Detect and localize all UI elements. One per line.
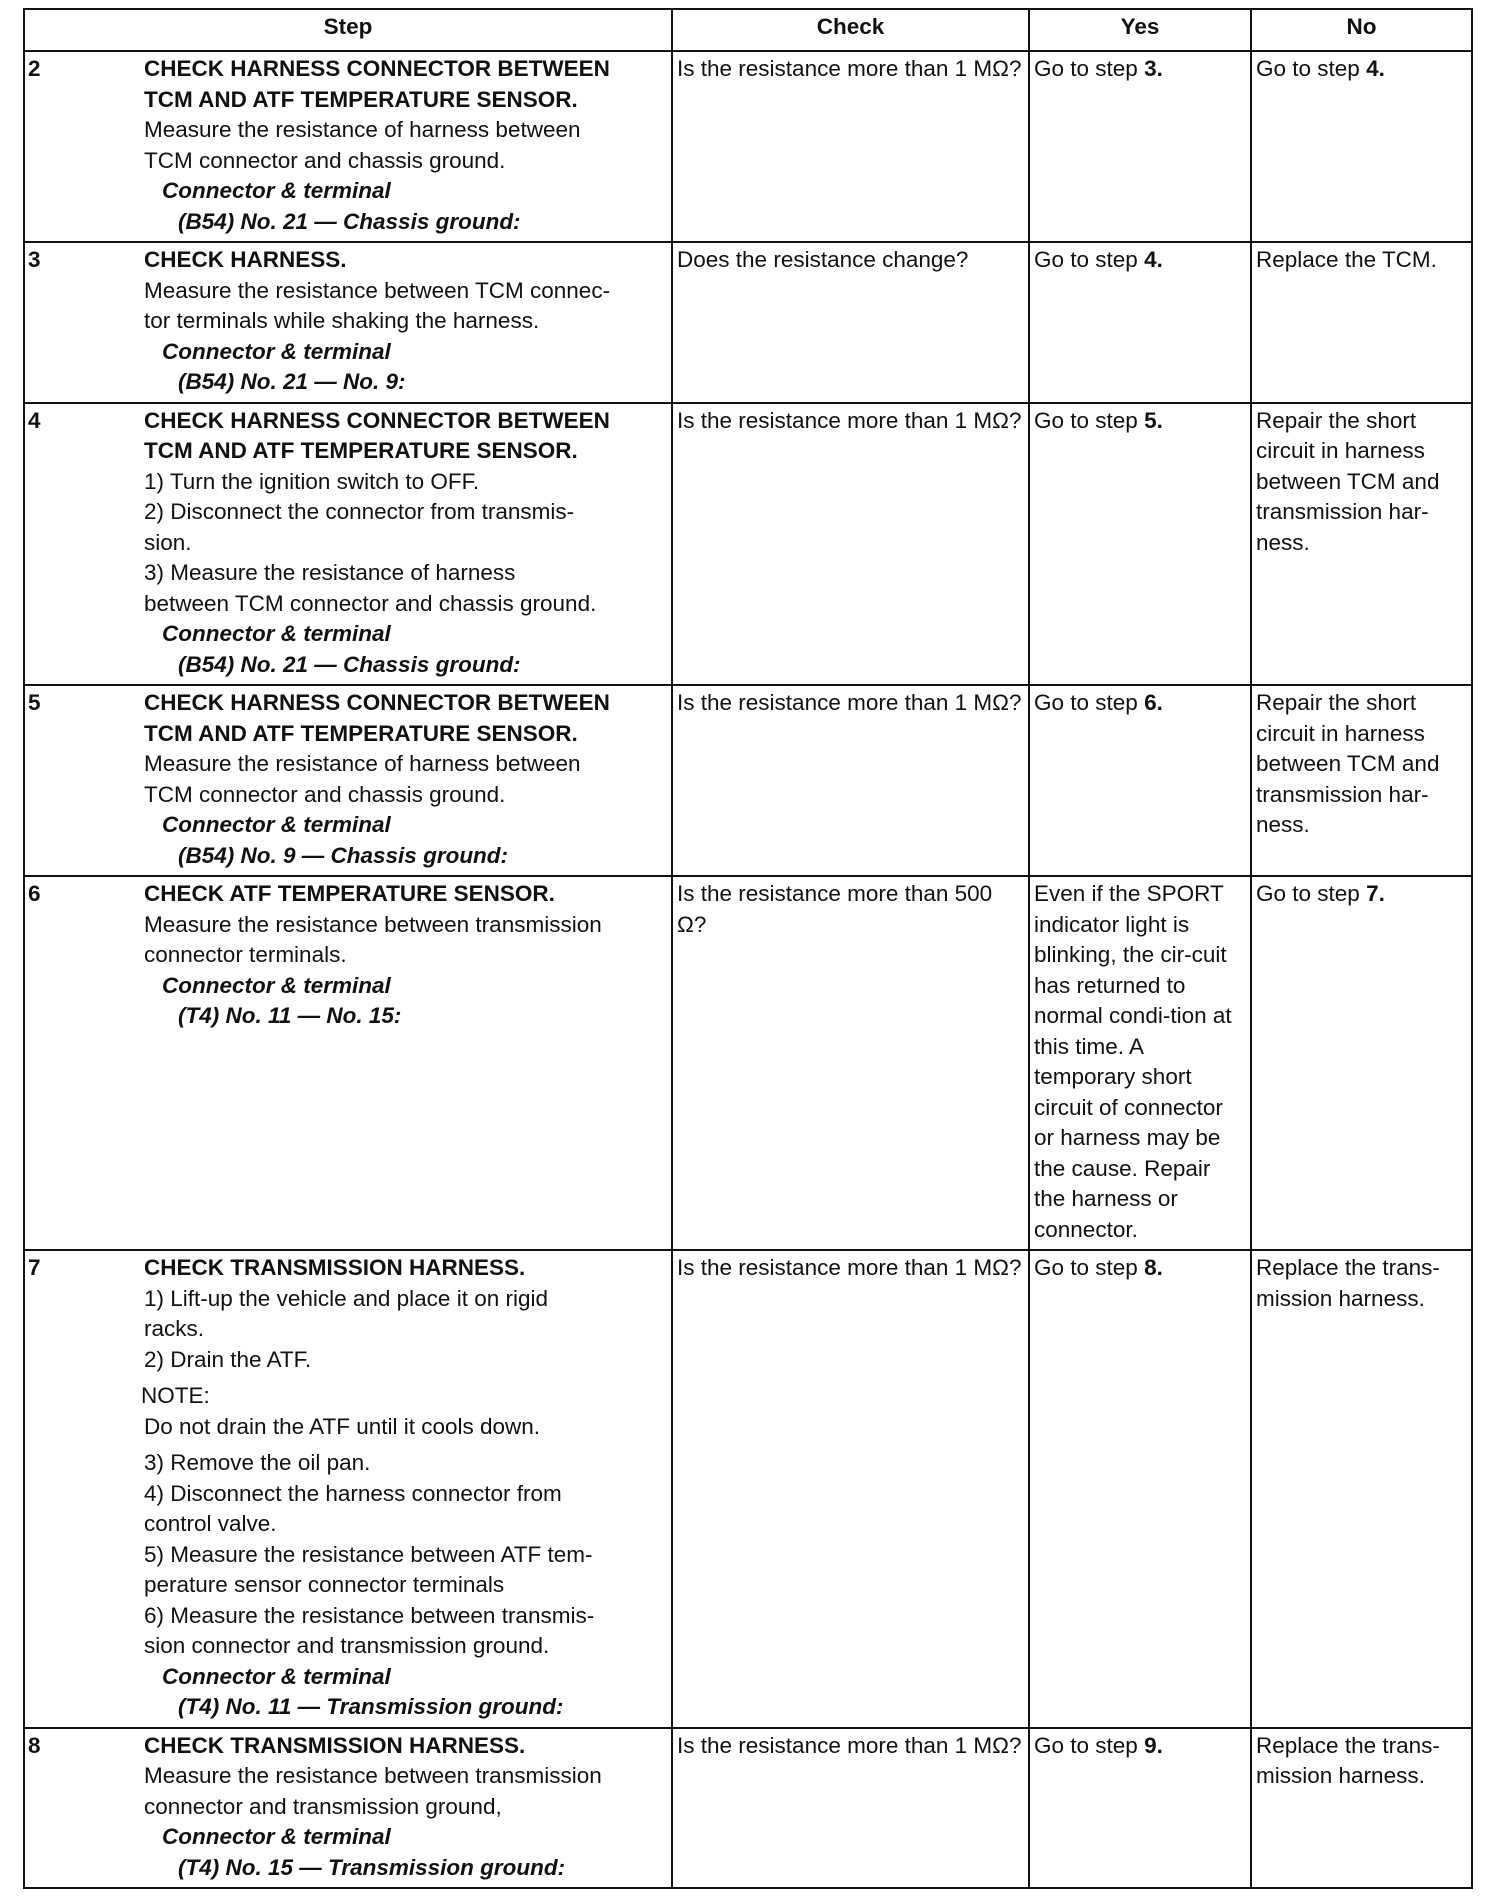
step-instruction: 6) Measure the resistance between transmis- xyxy=(144,1602,595,1628)
goto-step-number: 4. xyxy=(1366,56,1385,81)
step-instruction: between TCM connector and chassis ground. xyxy=(144,590,597,616)
check-question xyxy=(672,876,1029,1250)
table-body xyxy=(24,51,1472,1888)
step-instruction: sion. xyxy=(144,529,192,555)
check-question xyxy=(672,242,1029,403)
goto-step-text: Go to step 7. xyxy=(1256,881,1385,906)
goto-step-number: 9. xyxy=(1144,1732,1163,1758)
table-row xyxy=(24,242,1472,403)
goto-step-text: Go to step 4. xyxy=(1256,56,1385,81)
check-text: Does the resistance change? xyxy=(677,247,969,272)
connector-terminal-value: (B54) No. 9 — Chassis ground: xyxy=(178,842,509,868)
goto-step-number: 7. xyxy=(1366,881,1385,906)
step-instruction: Measure the resistance between TCM connec- xyxy=(144,277,611,303)
check-text: Is the resistance more than 1 MΩ? xyxy=(677,690,1022,715)
goto-step-text: Go to step 6. xyxy=(1034,690,1163,715)
step-instruction: tor terminals while shaking the harness. xyxy=(144,308,540,333)
check-question xyxy=(672,403,1029,686)
yes-action xyxy=(1029,242,1251,403)
connector-terminal-label: Connector & terminal xyxy=(162,1663,391,1689)
step-title: CHECK TRANSMISSION HARNESS. xyxy=(144,1732,526,1758)
step-description xyxy=(141,1250,672,1728)
step-title: CHECK HARNESS CONNECTOR BETWEEN xyxy=(144,407,610,433)
check-question xyxy=(672,51,1029,242)
step-instruction: TCM connector and chassis ground. xyxy=(144,147,506,173)
connector-terminal-value: (B54) No. 21 — Chassis ground: xyxy=(178,651,521,677)
no-text: Replace the TCM. xyxy=(1256,247,1437,272)
check-question xyxy=(672,1250,1029,1728)
table-row xyxy=(24,876,1472,1250)
connector-terminal-value: (B54) No. 21 — Chassis ground: xyxy=(178,208,521,234)
goto-step-number: 6. xyxy=(1144,690,1163,715)
no-action xyxy=(1251,1728,1472,1889)
step-description xyxy=(144,876,672,1250)
check-text: Is the resistance more than 500 Ω? xyxy=(677,881,993,937)
no-action xyxy=(1251,242,1472,403)
diagnostic-procedure-table xyxy=(23,8,1473,1889)
connector-terminal-label: Connector & terminal xyxy=(162,621,391,646)
table-row xyxy=(24,403,1472,686)
check-text: Is the resistance more than 1 MΩ? xyxy=(677,407,1022,433)
step-number: 7 xyxy=(24,1250,144,1728)
yes-text: Even if the SPORT indicator light is blinking, the cir-cuit has returned to normal condi-tion at this time. A temporary short circuit of connector or harness may be the cause. Repair the harness or connector. xyxy=(1034,881,1232,1242)
connector-terminal-value: (B54) No. 21 — No. 9: xyxy=(178,369,406,394)
step-number: 4 xyxy=(24,403,144,686)
step-instruction: Measure the resistance between transmission xyxy=(144,1763,602,1788)
step-description xyxy=(144,242,672,403)
yes-action xyxy=(1029,876,1251,1250)
connector-terminal-value: (T4) No. 11 — Transmission ground: xyxy=(178,1694,564,1719)
no-text: Replace the trans-mission harness. xyxy=(1256,1732,1440,1788)
step-title: CHECK HARNESS CONNECTOR BETWEEN xyxy=(144,690,610,715)
header-check: Check xyxy=(672,9,1029,51)
check-text: Is the resistance more than 1 MΩ? xyxy=(677,1732,1022,1758)
table-row xyxy=(24,1728,1472,1889)
step-instruction: racks. xyxy=(144,1316,205,1341)
goto-step-number: 3. xyxy=(1144,56,1163,81)
goto-step-number: 5. xyxy=(1144,407,1163,433)
header-yes: Yes xyxy=(1029,9,1251,51)
goto-step-text: Go to step 4. xyxy=(1034,247,1163,272)
step-instruction: control valve. xyxy=(144,1511,277,1536)
step-instruction: 2) Drain the ATF. xyxy=(144,1346,312,1372)
step-title: CHECK HARNESS CONNECTOR BETWEEN xyxy=(144,56,610,81)
step-number: 8 xyxy=(24,1728,144,1889)
step-instruction: 2) Disconnect the connector from transmis- xyxy=(144,499,575,524)
step-title: CHECK ATF TEMPERATURE SENSOR. xyxy=(144,881,555,906)
connector-terminal-value: (T4) No. 15 — Transmission ground: xyxy=(178,1854,566,1880)
no-action xyxy=(1251,876,1472,1250)
step-instruction: Measure the resistance between transmission xyxy=(144,911,602,937)
step-description xyxy=(144,403,672,686)
no-action xyxy=(1251,403,1472,686)
check-text: Is the resistance more than 1 MΩ? xyxy=(677,56,1022,81)
step-instruction: TCM connector and chassis ground. xyxy=(144,781,506,807)
step-instruction: Measure the resistance of harness between xyxy=(144,751,581,776)
step-number: 6 xyxy=(24,876,144,1250)
goto-step-text: Go to step 9. xyxy=(1034,1732,1163,1758)
note-label: NOTE: xyxy=(141,1383,210,1408)
yes-action xyxy=(1029,51,1251,242)
step-instruction: sion connector and transmission ground. xyxy=(144,1633,550,1658)
check-text: Is the resistance more than 1 MΩ? xyxy=(677,1255,1022,1280)
no-text: Replace the trans-mission harness. xyxy=(1256,1255,1440,1311)
step-instruction: 1) Turn the ignition switch to OFF. xyxy=(144,468,480,494)
step-number: 2 xyxy=(24,51,144,242)
header-no: No xyxy=(1251,9,1472,51)
check-question xyxy=(672,685,1029,876)
step-description xyxy=(144,51,672,242)
no-action xyxy=(1251,51,1472,242)
step-number: 3 xyxy=(24,242,144,403)
step-instruction: Measure the resistance of harness between xyxy=(144,117,581,142)
table-row xyxy=(24,1250,1472,1728)
step-instruction: 3) Measure the resistance of harness xyxy=(144,560,516,585)
yes-action xyxy=(1029,1250,1251,1728)
no-action xyxy=(1251,685,1472,876)
table-row xyxy=(24,685,1472,876)
connector-terminal-label: Connector & terminal xyxy=(162,178,391,203)
step-instruction: 3) Remove the oil pan. xyxy=(144,1450,371,1475)
goto-step-number: 8. xyxy=(1144,1255,1163,1280)
yes-action xyxy=(1029,685,1251,876)
step-title: CHECK HARNESS. xyxy=(144,247,347,272)
goto-step-number: 4. xyxy=(1144,247,1163,272)
step-title: TCM AND ATF TEMPERATURE SENSOR. xyxy=(144,86,578,112)
diagnostic-table-page xyxy=(23,8,1473,1889)
header-step: Step xyxy=(24,9,672,51)
yes-action xyxy=(1029,403,1251,686)
step-instruction: 4) Disconnect the harness connector from xyxy=(144,1480,562,1506)
table-header-row xyxy=(24,9,1472,51)
goto-step-text: Go to step 8. xyxy=(1034,1255,1163,1280)
no-action xyxy=(1251,1250,1472,1728)
step-instruction: 1) Lift-up the vehicle and place it on rigid xyxy=(144,1285,548,1311)
step-title: TCM AND ATF TEMPERATURE SENSOR. xyxy=(144,720,578,746)
step-instruction: connector terminals. xyxy=(144,942,347,967)
note-text: Do not drain the ATF until it cools down. xyxy=(144,1413,541,1439)
goto-step-text: Go to step 5. xyxy=(1034,407,1163,433)
table-row xyxy=(24,51,1472,242)
connector-terminal-label: Connector & terminal xyxy=(162,812,391,837)
connector-terminal-value: (T4) No. 11 — No. 15: xyxy=(178,1003,402,1028)
connector-terminal-label: Connector & terminal xyxy=(162,972,391,998)
step-instruction: perature sensor connector terminals xyxy=(144,1572,505,1597)
connector-terminal-label: Connector & terminal xyxy=(162,1824,391,1849)
connector-terminal-label: Connector & terminal xyxy=(162,338,391,364)
step-description xyxy=(144,1728,672,1889)
yes-action xyxy=(1029,1728,1251,1889)
step-instruction: connector and transmission ground, xyxy=(144,1793,502,1819)
step-number: 5 xyxy=(24,685,144,876)
step-instruction: 5) Measure the resistance between ATF tem- xyxy=(144,1541,593,1567)
no-text: Repair the short circuit in harness between TCM and transmission har-ness. xyxy=(1256,690,1440,837)
step-title: TCM AND ATF TEMPERATURE SENSOR. xyxy=(144,438,578,463)
check-question xyxy=(672,1728,1029,1889)
step-title: CHECK TRANSMISSION HARNESS. xyxy=(144,1255,526,1280)
goto-step-text: Go to step 3. xyxy=(1034,56,1163,81)
no-text: Repair the short circuit in harness between TCM and transmission har-ness. xyxy=(1256,407,1440,555)
step-description xyxy=(144,685,672,876)
